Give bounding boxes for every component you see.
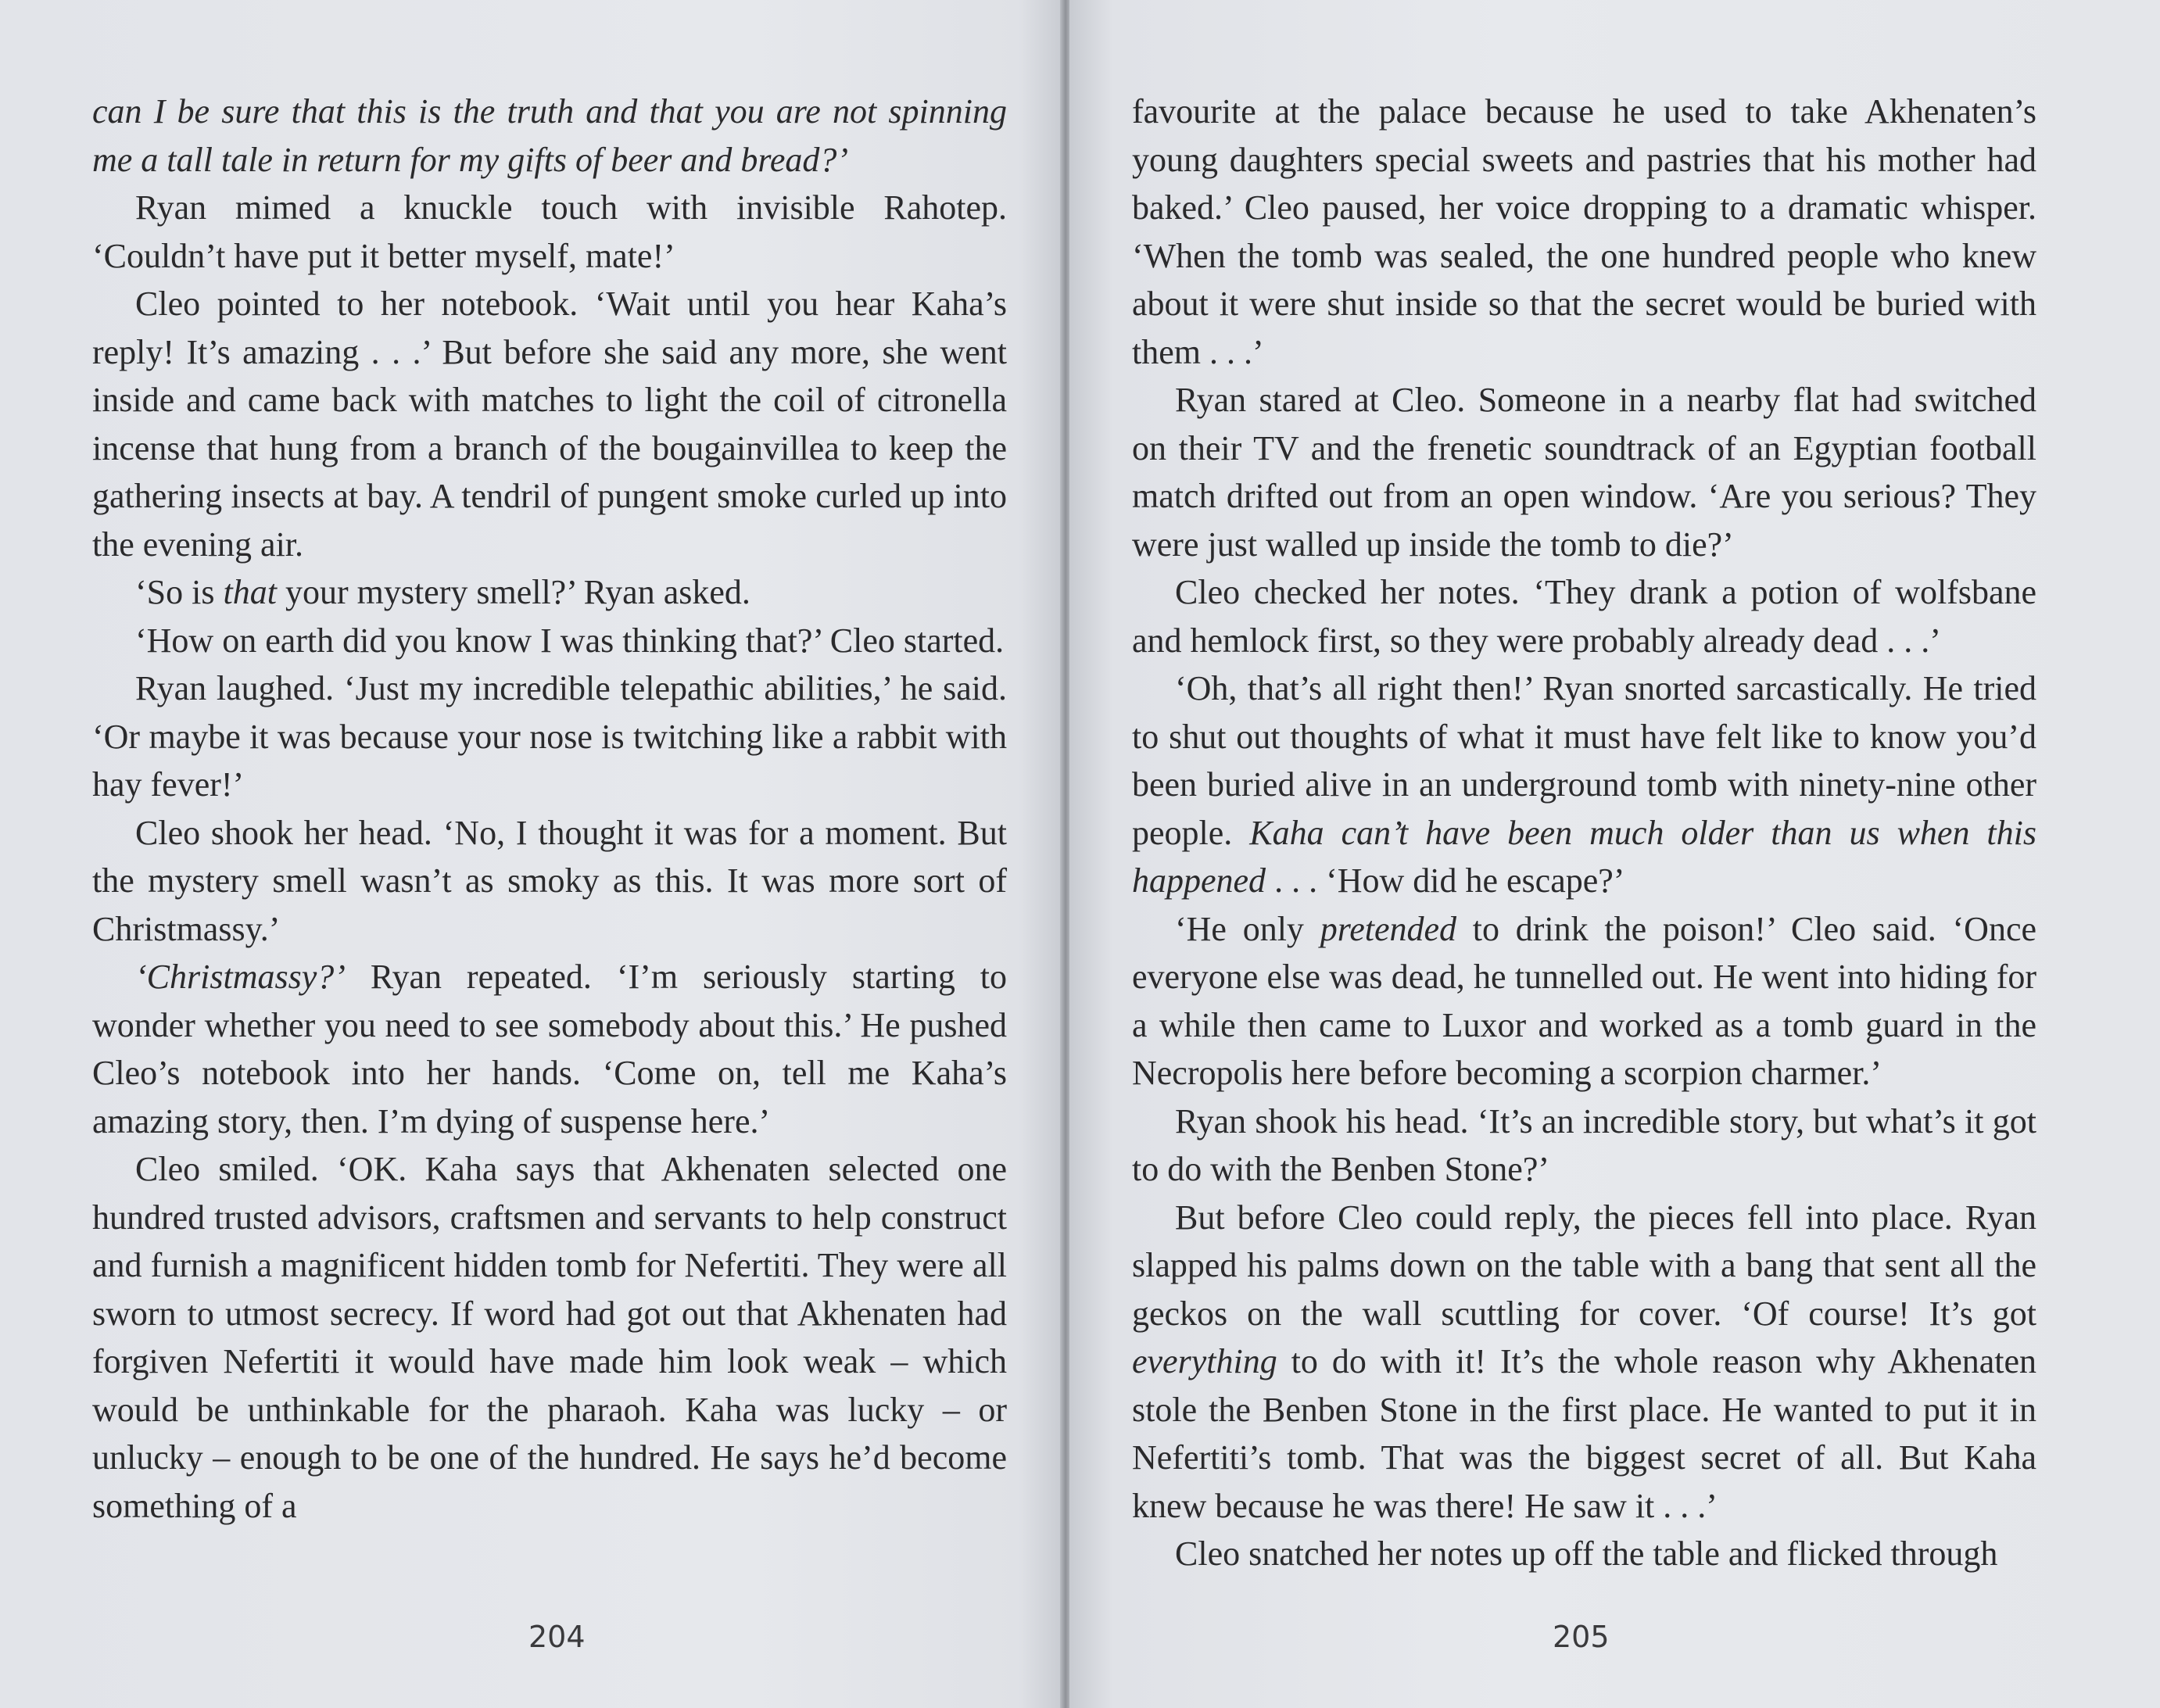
text-run: ‘So is (135, 573, 224, 611)
italic-text: Kaha can’t have been much older than us when this happened (1132, 813, 2036, 900)
page-number: 205 (1553, 1620, 1610, 1654)
italic-text: pretended (1320, 909, 1457, 948)
left-page-text (92, 88, 1007, 1530)
paragraph (92, 568, 1007, 617)
paragraph (92, 88, 1007, 184)
right-page (1069, 0, 2160, 1708)
italic-text: ‘Christmassy?’ (135, 958, 346, 996)
paragraph (1132, 1194, 2036, 1531)
text-run: Cleo checked her notes. ‘They drank a potion of wolfsbane and hemlock first, so they were probably already dead . . .’ (1132, 573, 2036, 660)
italic-text: that (223, 573, 277, 611)
paragraph (92, 617, 1007, 665)
text-run: to drink the poison!’ Cleo said. ‘Once everyone else was dead, he tunnelled out. He went into hiding for a while then came to Luxor and worked as a tomb guard in the Necropolis here before becoming a scorpion charmer.’ (1132, 909, 2036, 1092)
text-run: Ryan shook his head. ‘It’s an incredible story, but what’s it got to do with the Benben Stone?’ (1132, 1101, 2036, 1188)
text-run: ‘Oh, that’s all right then!’ Ryan snorted sarcastically. He tried to shut out thoughts of what it must have felt like to know you’d been buried alive in an underground tomb with ninety-nine other people. (1132, 669, 2036, 852)
text-run: Cleo shook her head. ‘No, I thought it was for a moment. But the mystery smell wasn’t as smoky as this. It was more sort of Christmassy.’ (92, 813, 1007, 948)
paragraph (1132, 1097, 2036, 1194)
paragraph (92, 664, 1007, 809)
paragraph (1132, 376, 2036, 568)
text-run: Cleo smiled. ‘OK. Kaha says that Akhenaten selected one hundred trusted advisors, craftsmen and servants to help construct and furnish a magnificent hidden tomb for Nefertiti. They were all sworn to utmost secrecy. If word had got out that Akhenaten had forgiven Nefertiti it would have made him look weak – which would be unthinkable for the pharaoh. Kaha was lucky – or unlucky – enough to be one of the hundred. He says he’d become something of a (92, 1150, 1007, 1525)
text-run: to do with it! It’s the whole reason why Akhenaten stole the Benben Stone in the first place. He wanted to put it in Nefertiti’s tomb. That was the biggest secret of all. But Kaha knew because he was there! He saw it . . .’ (1132, 1342, 2036, 1525)
text-run: Cleo pointed to her notebook. ‘Wait until you hear Kaha’s reply! It’s amazing . . .’ But before she said any more, she went inside and came back with matches to light the coil of citronella incense that hung from a branch of the bougainvillea to keep the gathering insects at bay. A tendril of pungent smoke curled up into the evening air. (92, 285, 1007, 564)
right-page-text (1132, 88, 2036, 1578)
page-number: 204 (528, 1620, 586, 1654)
paragraph (92, 809, 1007, 954)
text-run: But before Cleo could reply, the pieces fell into place. Ryan slapped his palms down on the table with a bang that sent all the geckos on the wall scuttling for cover. ‘Of course! It’s got (1132, 1198, 2036, 1333)
paragraph (92, 1145, 1007, 1530)
text-run: . . . ‘How did he escape?’ (1266, 861, 1625, 900)
text-run: Cleo snatched her notes up off the table and flicked through (1175, 1534, 1998, 1573)
text-run: Ryan laughed. ‘Just my incredible telepathic abilities,’ he said. ‘Or maybe it was because your nose is twitching like a rabbit with hay fever!’ (92, 669, 1007, 804)
text-run: Ryan stared at Cleo. Someone in a nearby flat had switched on their TV and the frenetic soundtrack of an Egyptian football match drifted out from an open window. ‘Are you serious? They were just walled up inside the tomb to die?’ (1132, 381, 2036, 564)
paragraph (1132, 905, 2036, 1097)
text-run: favourite at the palace because he used to take Akhenaten’s young daughters special sweets and pastries that his mother had baked.’ Cleo paused, her voice dropping to a dramatic whisper. ‘When the tomb was sealed, the one hundred people who knew about it were shut inside so that the secret would be buried with them . . .’ (1132, 92, 2036, 371)
paragraph (1132, 664, 2036, 905)
text-run: ‘How on earth did you know I was thinking that?’ Cleo started. (135, 621, 1005, 660)
paragraph (1132, 88, 2036, 376)
paragraph (92, 184, 1007, 280)
paragraph (92, 953, 1007, 1145)
italic-text: can I be sure that this is the truth and that you are not spinning me a tall tale in return for my gifts of beer and bread?’ (92, 92, 1007, 179)
text-run: ‘He only (1175, 909, 1320, 948)
text-run: Ryan mimed a knuckle touch with invisible Rahotep. ‘Couldn’t have put it better myself, mate!’ (92, 188, 1007, 275)
text-run: Ryan repeated. ‘I’m seriously starting to wonder whether you need to see somebody about this.’ He pushed Cleo’s notebook into her hands. ‘Come on, tell me Kaha’s amazing story, then. I’m dying of suspense here.’ (92, 958, 1007, 1140)
paragraph (92, 280, 1007, 568)
italic-text: everything (1132, 1342, 1277, 1380)
text-run: your mystery smell?’ Ryan asked. (276, 573, 750, 611)
left-page (0, 0, 1062, 1708)
paragraph (1132, 1530, 2036, 1578)
paragraph (1132, 568, 2036, 664)
